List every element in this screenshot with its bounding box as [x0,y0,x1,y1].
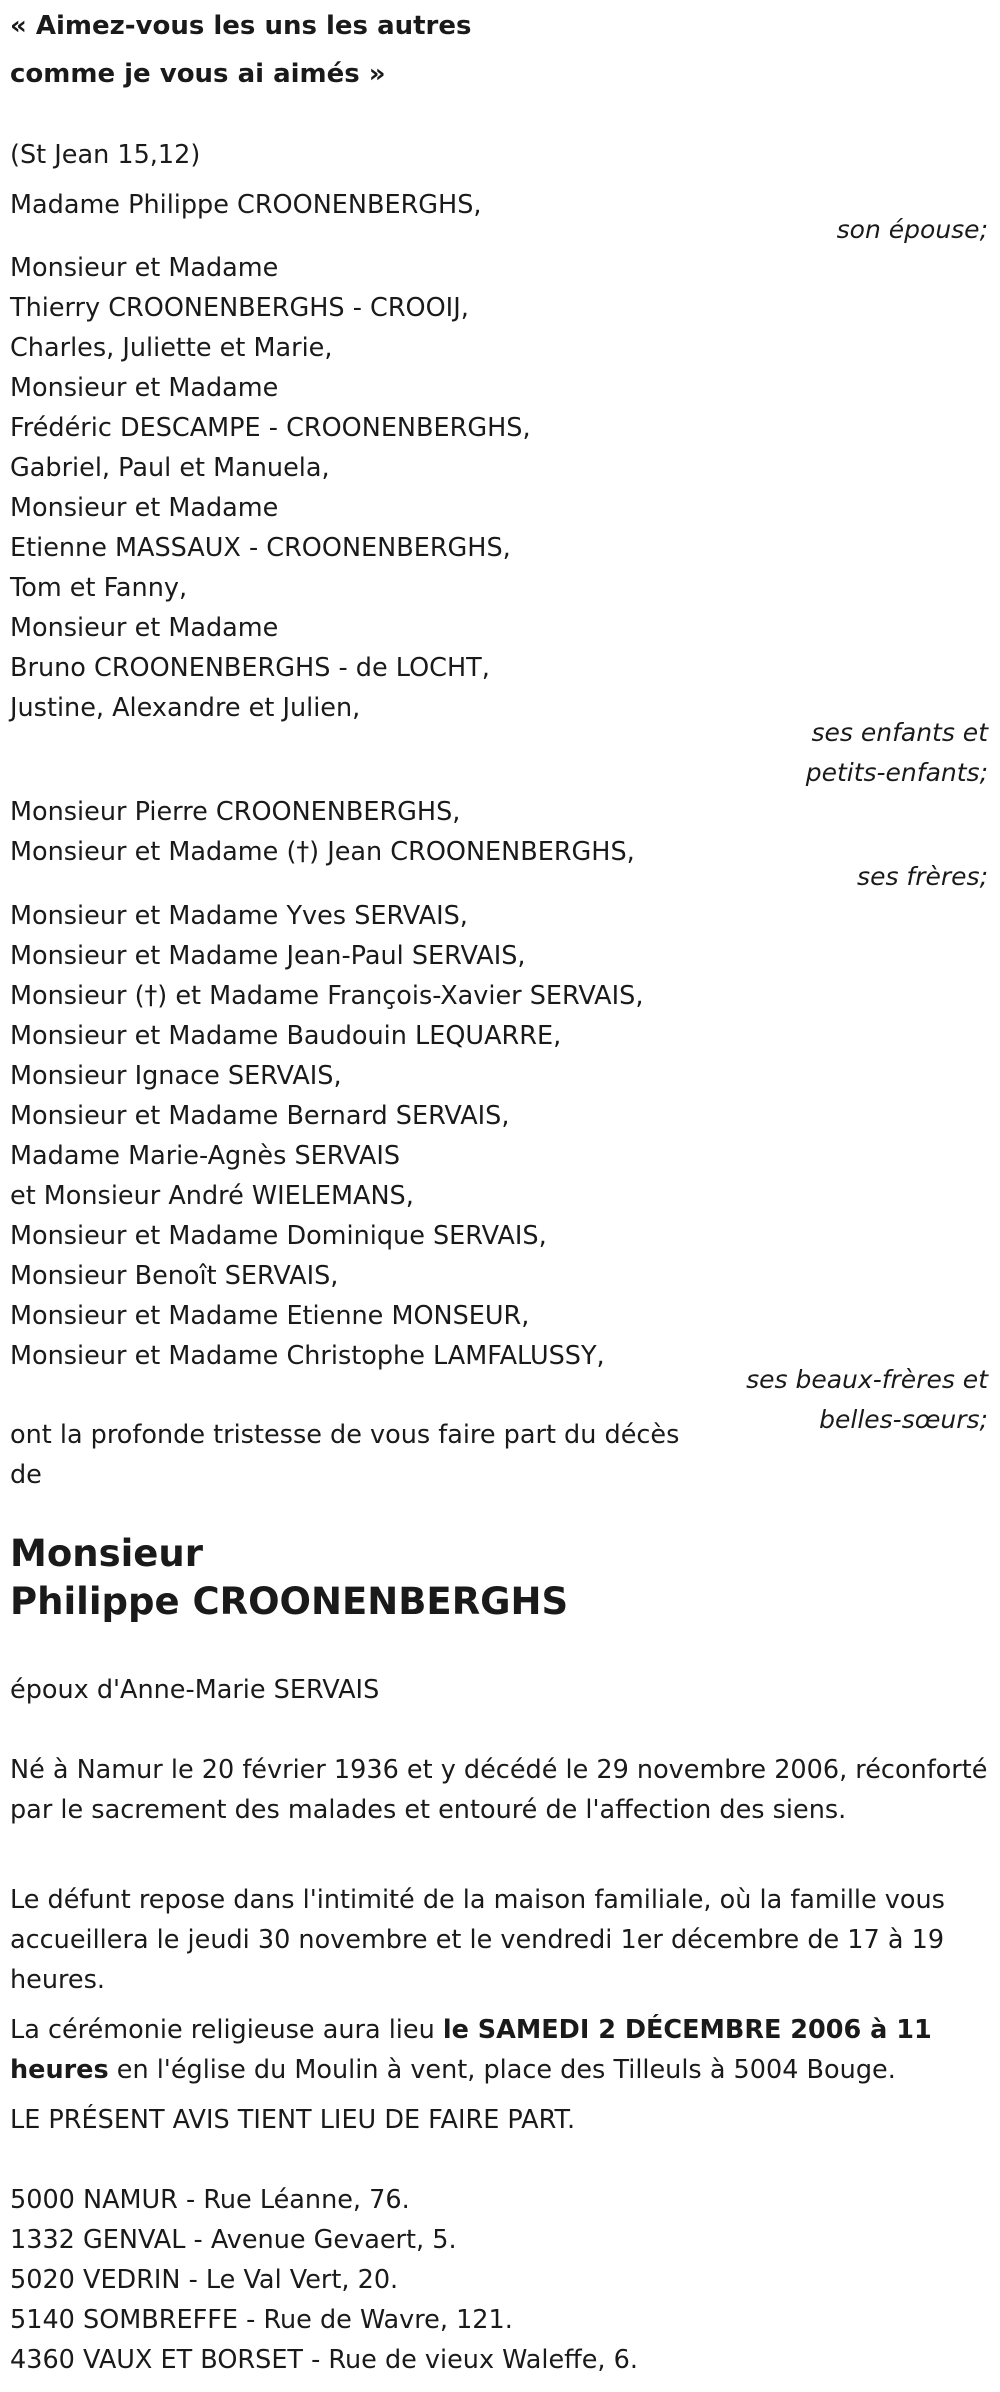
ceremony-intro: La cérémonie religieuse aura lieu [10,2015,443,2045]
family-line: Monsieur et Madame Bernard SERVAIS, [10,1101,510,1131]
family-line: Monsieur et Madame (†) Jean CROONENBERGHS, [10,837,635,867]
relation-label: belles-sœurs; [819,1405,988,1434]
birth-death-paragraph: Né à Namur le 20 février 1936 et y décédé le 29 novembre 2006, réconforté par le sacrement des malades et entouré de l'affection des siens. [10,1755,988,1825]
relation-label: son épouse; [836,215,988,244]
address-line: 5020 VEDRIN - Le Val Vert, 20. [10,2265,399,2295]
family-line: Madame Philippe CROONENBERGHS, [10,190,482,220]
family-line: Gabriel, Paul et Manuela, [10,453,330,483]
notice-line: LE PRÉSENT AVIS TIENT LIEU DE FAIRE PART. [10,2105,576,2135]
family-line: Monsieur et Madame [10,613,279,643]
family-line: Charles, Juliette et Marie, [10,333,333,363]
address-line: 5140 SOMBREFFE - Rue de Wavre, 121. [10,2305,513,2335]
family-line: Monsieur et Madame Dominique SERVAIS, [10,1221,547,1251]
family-line: Monsieur et Madame [10,253,279,283]
address-line: 5000 NAMUR - Rue Léanne, 76. [10,2185,410,2215]
ceremony-location: en l'église du Moulin à vent, place des Tilleuls à 5004 Bouge. [108,2055,896,2085]
family-line: Monsieur Ignace SERVAIS, [10,1061,342,1091]
family-line: Frédéric DESCAMPE - CROONENBERGHS, [10,413,531,443]
deceased-name: Philippe CROONENBERGHS [10,1580,569,1623]
viewing-paragraph: Le défunt repose dans l'intimité de la maison familiale, où la famille vous accueillera le jeudi 30 novembre et le vendredi 1er décembre de 17 à 19 heures. [10,1885,945,1995]
family-line: Thierry CROONENBERGHS - CROOIJ, [10,293,469,323]
ceremony-paragraph [10,2010,995,2090]
relation-label: ses enfants et [811,718,988,747]
quote-line-1: « Aimez-vous les uns les autres [10,11,472,41]
family-line: Monsieur et Madame Etienne MONSEUR, [10,1301,530,1331]
family-line: Etienne MASSAUX - CROONENBERGHS, [10,533,511,563]
family-line: Madame Marie-Agnès SERVAIS [10,1141,401,1171]
address-line: 1332 GENVAL - Avenue Gevaert, 5. [10,2225,457,2255]
family-line: Tom et Fanny, [10,573,188,603]
address-line: 4360 VAUX ET BORSET - Rue de vieux Waleffe, 6. [10,2345,638,2375]
relation-label: ses beaux-frères et [746,1365,988,1394]
family-line: Monsieur et Madame [10,493,279,523]
family-line: Monsieur et Madame Baudouin LEQUARRE, [10,1021,562,1051]
family-line: Monsieur et Madame [10,373,279,403]
family-line: Monsieur et Madame Christophe LAMFALUSSY, [10,1341,605,1371]
family-line: Justine, Alexandre et Julien, [10,693,361,723]
family-line: Monsieur et Madame Jean-Paul SERVAIS, [10,941,526,971]
relation-label: ses frères; [857,862,988,891]
family-line: et Monsieur André WIELEMANS, [10,1181,414,1211]
announcement-line-2: de [10,1460,42,1490]
spouse-line: époux d'Anne-Marie SERVAIS [10,1675,380,1705]
family-line: Monsieur et Madame Yves SERVAIS, [10,901,468,931]
announcement-line-1: ont la profonde tristesse de vous faire part du décès [10,1420,680,1450]
relation-label: petits-enfants; [805,758,988,787]
family-line: Monsieur (†) et Madame François-Xavier SERVAIS, [10,981,644,1011]
family-line: Monsieur Pierre CROONENBERGHS, [10,797,461,827]
ceremony-date: le SAMEDI 2 DÉCEMBRE 2006 à 11 heures [10,2015,932,2085]
deceased-title: Monsieur [10,1532,203,1575]
family-line: Monsieur Benoît SERVAIS, [10,1261,339,1291]
quote-reference: (St Jean 15,12) [10,140,201,170]
family-line: Bruno CROONENBERGHS - de LOCHT, [10,653,490,683]
quote-line-2: comme je vous ai aimés » [10,59,386,89]
